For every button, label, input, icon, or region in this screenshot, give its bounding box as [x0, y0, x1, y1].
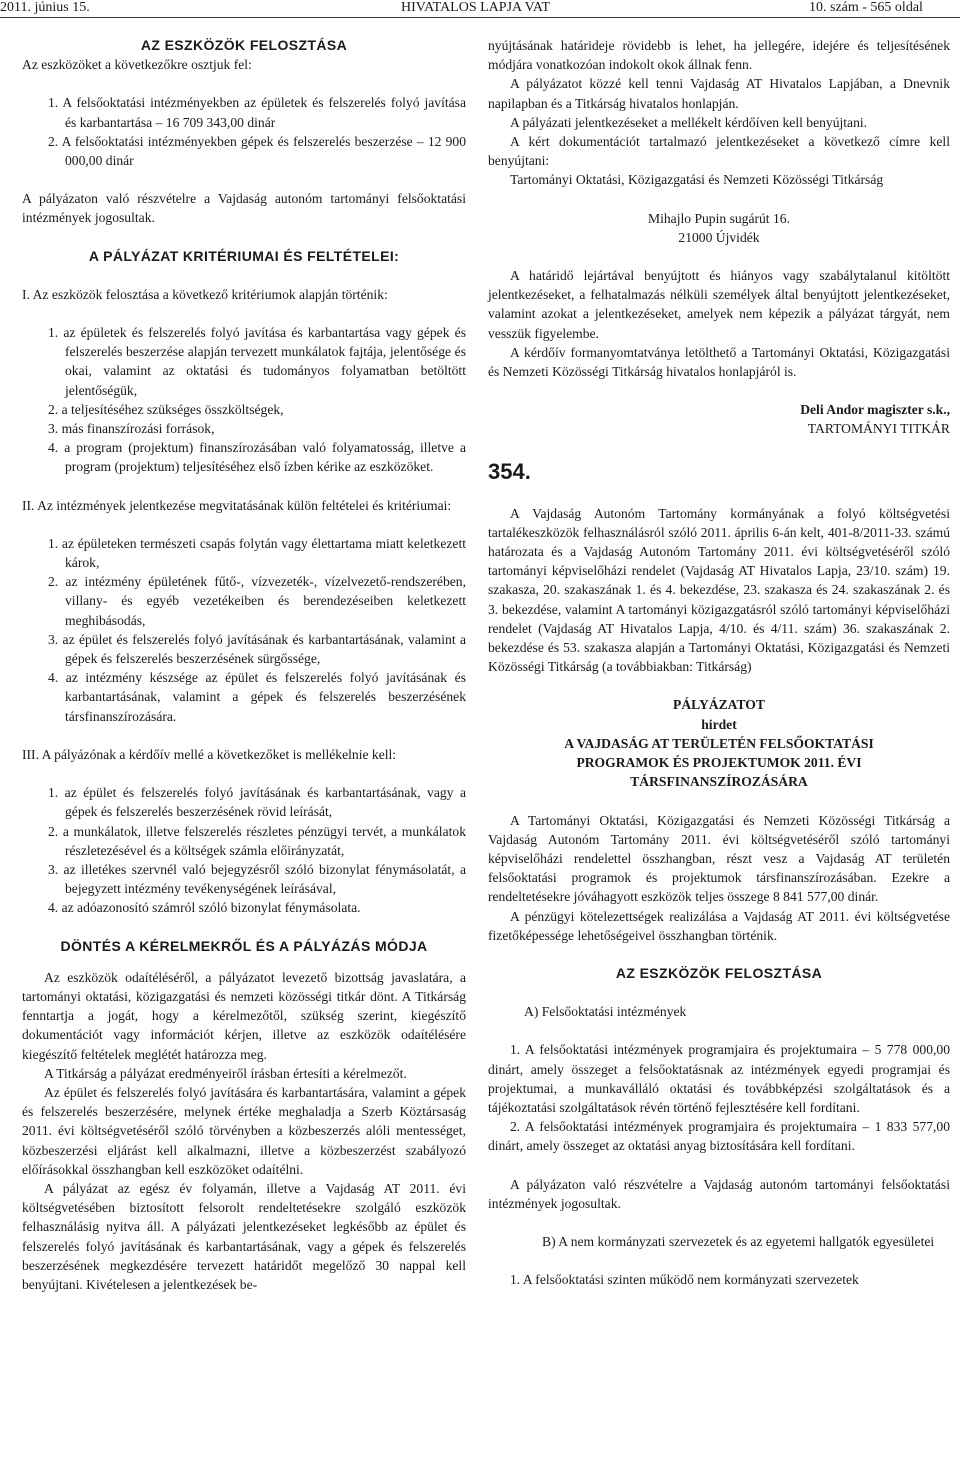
document-number: 354.	[488, 458, 531, 484]
right-para-7: A Tartományi Oktatási, Közigazgatási és Nemzeti Közösségi Titkárság a Vajdaság Autonóm Tartomány 2011. évi költségvetéséről szóló tartományi képviselőházi rendelettel összhangban, részt vesz a Vajdaság AT területén felsőoktatási programok és projektumok társfinanszírozásában. Ezekre a rendeltetésekre jóváhagyott eszközök teljes összege 8 841 577,00 dinár.	[488, 812, 950, 905]
sec1-item-2: 2. a teljesítéséhez szükséges összköltségek,	[48, 401, 284, 417]
sec1-item-3: 3. más finanszírozási források,	[48, 421, 215, 437]
alloc-item-1: 1. A felsőoktatási intézményekben az épületek és felszerelés folyó javítása és karbantartása – 16 709 343,00 dinár	[48, 95, 466, 130]
subsection-b: B) A nem kormányzati szervezetek és az egyetemi hallgatók egyesületei	[542, 1233, 935, 1249]
right-para-5: A határidő lejártával benyújtott és hiányos vagy szabálytalanul kitöltött jelentkezéseket, a felhatalmazás nélküli személyek által benyújtott jelentkezéseket, valamint azokat a jelentkezéseket, amelyek nem képezik a pályázat tárgyát, nem vesszük figyelembe.	[488, 268, 950, 341]
section-1-heading: I. Az eszközök felosztása a következő kritériumok alapján történik:	[22, 286, 388, 302]
decision-para-1: Az eszközök odaítéléséről, a pályázatot levezető bizottság javaslatára, a tartományi oktatási, közigazgatási és nemzeti közösségi titkár dönt. A Titkárság fenntartja a jogát, hogy a kérelmezőtől, szükség szerint, kiegészítő dokumentációt vagy információt kérjen, illetve az eszközök odaítélésére kiegészítő feltételek meglétét határozza meg.	[22, 969, 466, 1062]
announcement-title-3: A VAJDASÁG AT TERÜLETÉN FELSŐOKTATÁSI	[564, 735, 874, 751]
sec2-item-3: 3. az épület és felszerelés folyó javításának és karbantartásának, valamint a gépek és felszerelés beszerzésének sürgőssége,	[48, 631, 466, 667]
sec3-item-4: 4. az adóazonosító számról szóló bizonylat fénymásolata.	[48, 900, 361, 916]
left-column	[22, 36, 466, 1294]
decision-para-3: Az épület és felszerelés folyó javítására és karbantartására, valamint a gépek és felszerelés beszerzésére, melynek értéke meghaladja a Szerb Köztársaság 2011. évi költségvetéséről szóló törvényben a közbeszerzés alóli mentességet, közbeszerzési eljárást kell alkalmazni, illetve a közbeszerzést szabályozó előírásokkal összhangban kell eszközöket odaítélni.	[22, 1084, 466, 1177]
section-2-heading: II. Az intézmények jelentkezése megvitatásának külön feltételei és kritériumai:	[22, 497, 452, 513]
header-rule	[0, 17, 960, 18]
header-page: 10. szám - 565 oldal	[809, 0, 923, 15]
right-para-4: Tartományi Oktatási, Közigazgatási és Nemzeti Közösségi Titkárság	[510, 172, 884, 188]
header-date: 2011. június 15.	[0, 0, 90, 15]
sec2-item-1: 1. az épületeken természeti csapás folytán vagy élettartama miatt keletkezett károk,	[48, 535, 466, 571]
sec2-item-2: 2. az intézmény épületének fűtő-, vízvezeték-, vízelvezető-rendszerében, villany- és egyéb vezetékeiben és berendezéseiben keletkezett meghibásodás,	[48, 574, 466, 628]
page-header	[0, 0, 960, 16]
address-line-2: 21000 Újvidék	[678, 229, 760, 245]
right-para-2: A pályázati jelentkezéseket a mellékelt kérdőíven kell benyújtani.	[510, 114, 868, 130]
signer-title: TARTOMÁNYI TITKÁR	[807, 421, 950, 437]
section-3-heading: III. A pályázónak a kérdőív mellé a következőket is mellékelnie kell:	[22, 746, 397, 762]
signer-name: Deli Andor magiszter s.k.,	[800, 402, 950, 418]
eligibility-text: A pályázaton való részvételre a Vajdaság autonóm tartományi felsőoktatási intézmények jogosultak.	[22, 191, 466, 226]
decision-para-4: A pályázat az egész év folyamán, illetve a Vajdaság AT 2011. évi költségvetésében biztosított felsorolt rendeltetésekre szolgáló eszközök felhasználásig nyitva áll. A pályázati jelentkezéseket legkésőbb az épület és felszerelés folyó javításának és karbantartásának, vagy a gépek és felszerelés beszerzésének megkezdésére tervezett határidőt megelőző 30 nappal kell benyújtani. Kivételesen a jelentkezések be-	[22, 1180, 466, 1292]
announcement-title-4: PROGRAMOK ÉS PROJEKTUMOK 2011. ÉVI	[576, 755, 862, 771]
right-para-8: A pénzügyi kötelezettségek realizálása a Vajdaság AT 2011. évi költségvetése fizetőképessége lehetőségeivel összhangban történik.	[488, 908, 950, 943]
sec1-item-4: 4. a program (projektum) finanszírozásában való folyamatosság, illetve a program (projektum) teljesítéséhez első ízben kérike az eszközöket.	[48, 440, 466, 475]
alloc2-item-1: 1. A felsőoktatási intézmények programjaira és projektumaira – 5 778 000,00 dinárt, amely összeget a felsőoktatásnak az intézmények egyedi programjai és projektumai, a munkaválláló oktatási és továbbképzési szolgáltatások és a tájékoztatási szolgáltatások révén történő fejlesztésére kell fordítani.	[488, 1042, 950, 1115]
right-para-1: A pályázatot közzé kell tenni Vajdaság AT Hivatalos Lapjában, a Dnevnik napilapban és a Titkárság hivatalos honlapján.	[488, 76, 950, 111]
right-para-3: A kért dokumentációt tartalmazó jelentkezéseket a következő címre kell benyújtani:	[488, 134, 950, 169]
alloc-intro: Az eszközöket a következőkre osztjuk fel:	[22, 57, 252, 73]
alloc-title: AZ ESZKÖZÖK FELOSZTÁSA	[140, 37, 348, 53]
sec3-item-3: 3. az illetékes szervnél való bejegyzésről szóló bizonylat fénymásolatát, a bejegyzett intézmény tevékenységének leírásával,	[48, 861, 466, 897]
sec1-item-1: 1. az épületek és felszerelés folyó javítása és karbantartása vagy gépek és felszerelés beszerzése alapján tervezett munkálatok fajtája, jelentősége és okai, valamint az oktatási és tudományos folyamatban betöltött jelentőségük,	[48, 325, 466, 398]
announcement-title-1: PÁLYÁZATOT	[673, 697, 765, 713]
header-journal: HIVATALOS LAPJA VAT	[401, 0, 551, 15]
continued-para: nyújtásának határideje rövidebb is lehet, ha jellegére, idejére és teljesítésének módjára vonatkozóan indokolt okok állnak fenn.	[488, 38, 950, 73]
last-line: 1. A felsőoktatási szinten működő nem kormányzati szervezetek	[510, 1272, 859, 1288]
sec3-item-2: 2. a munkálatok, illetve felszerelés részletes pénzügyi tervét, a munkálatok részletezésével és a költségek számla előirányzatát,	[48, 823, 466, 858]
right-column	[488, 36, 950, 1289]
criteria-title: A PÁLYÁZAT KRITÉRIUMAI ÉS FELTÉTELEI:	[88, 247, 400, 264]
decision-para-2: A Titkárság a pályázat eredményeiről írásban értesíti a kérelmezőt.	[44, 1065, 407, 1081]
sec2-item-4: 4. az intézmény készsége az épület és felszerelés folyó javításának és karbantartásának, valamint a gépek és felszerelés beszerzésének társfinanszírozására.	[48, 670, 466, 724]
right-para-6: A kérdőív formanyomtatványa letölthető a Tartományi Oktatási, Közigazgatási és Nemzeti Közösségi Titkárság hivatalos honlapjáról is.	[488, 344, 950, 380]
sec3-item-1: 1. az épület és felszerelés folyó javításának és karbantartásának, vagy a gépek és felszerelés beszerzésének rövid leírását,	[48, 785, 466, 820]
announcement-title-5: TÁRSFINANSZÍROZÁSÁRA	[630, 774, 808, 790]
alloc2-item-2: 2. A felsőoktatási intézmények programjaira és projektumaira – 1 833 577,00 dinárt, amely összeget az oktatási anyag biztosítására kell fordítani.	[488, 1119, 950, 1154]
preamble: A Vajdaság Autonóm Tartomány kormányának a folyó költségvetési tartalékeszközök felhasználásról szóló 2011. április 6-án kelt, 401-8/2011-33. számú határozata és a Vajdaság Autonóm Tartomány 2011. évi költségvetéséről szóló tartományi képviselőházi rendelet (Vajdaság AT Hivatalos Lapja, 23/10. szám) 19. szakasza, 20. szakaszának 1. és 4. bekezdése, 23. szakasza és 24. szakaszának 2. és 3. bekezdése, valamint A tartományi közigazgatásról szóló tartományi képviselőházi rendelet (Vajdaság AT Hivatalos Lapja, 4/10. és 4/11. szám) 36. szakaszának 2. bekezdése és 53. szakasza alapján a Tartományi Oktatási, Közigazgatási és Nemzeti Közösségi Titkárság (a továbbiakban: Titkárság)	[488, 505, 950, 675]
alloc-item-2: 2. A felsőoktatási intézményekben gépek és felszerelés beszerzése – 12 900 000,00 dinár	[48, 133, 466, 169]
eligibility-text-2: A pályázaton való részvételre a Vajdaság autonóm tartományi felsőoktatási intézmények jogosultak.	[488, 1176, 950, 1211]
decision-title: DÖNTÉS A KÉRELMEKRŐL ÉS A PÁLYÁZÁS MÓDJA	[60, 937, 428, 954]
address-line-1: Mihajlo Pupin sugárút 16.	[648, 210, 790, 226]
alloc-title-2: AZ ESZKÖZÖK FELOSZTÁSA	[615, 964, 823, 981]
subsection-a: A) Felsőoktatási intézmények	[524, 1004, 687, 1020]
announcement-title-2: hirdet	[701, 716, 737, 732]
